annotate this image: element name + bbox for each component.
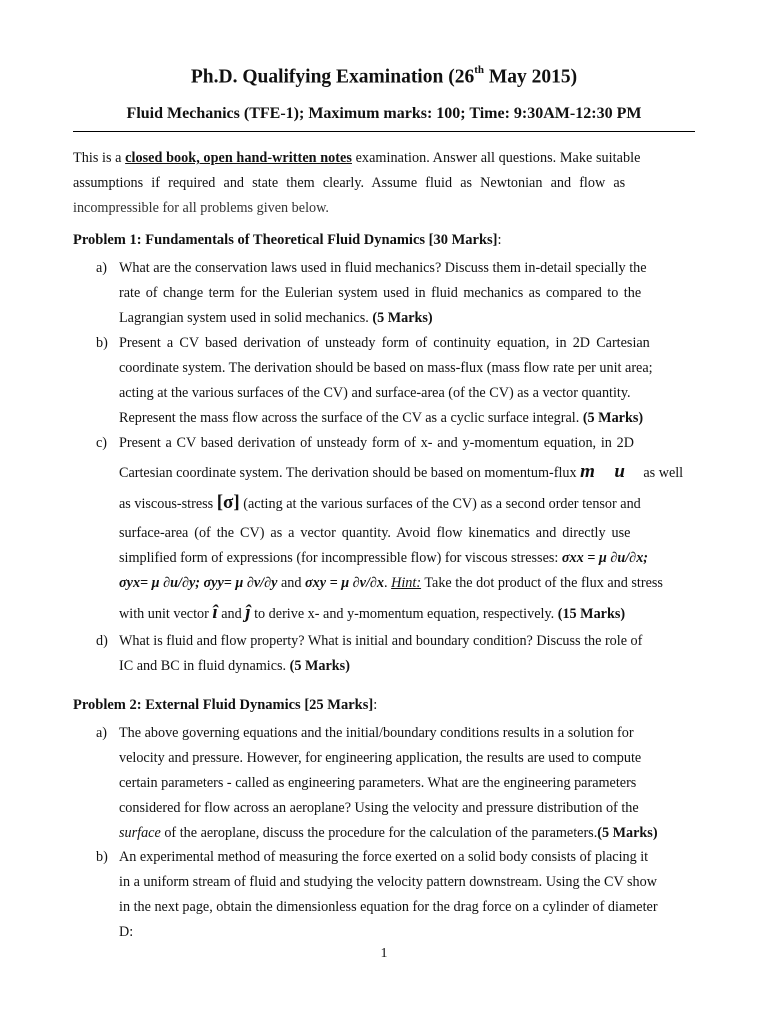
problem-2-heading <box>73 697 377 714</box>
unit-vector-j: ĵ <box>245 602 251 623</box>
item-text: acting at the various surfaces of the CV) and surface-area (of the CV) as a vector quantity. <box>119 385 631 401</box>
unit-vector-i: î <box>212 602 218 623</box>
heading-colon: : <box>497 232 502 248</box>
equation: σyx= μ ∂u/∂y; σyy= μ ∂v/∂y <box>119 575 278 591</box>
item-text-italic: surface <box>119 825 161 841</box>
item-label: b) <box>96 849 108 865</box>
heading-colon: : <box>373 697 378 713</box>
item-text: What is fluid and flow property? What is initial and boundary condition? Discuss the role of <box>119 633 643 649</box>
item-text: Cartesian coordinate system. The derivation should be based on momentum-flux <box>119 465 581 481</box>
item-text: and <box>277 575 305 591</box>
momentum-flux-symbol: m⃗ u⃗ <box>580 461 640 482</box>
stress-tensor-symbol: [σ] <box>216 492 240 513</box>
problem-1-title: Problem 1: Fundamentals of Theoretical Fluid Dynamics [30 Marks] <box>73 232 498 248</box>
item-text: of the aeroplane, discuss the procedure for the calculation of the parameters. <box>160 825 598 841</box>
item-text: What are the conservation laws used in fluid mechanics? Discuss them in-detail specially the <box>119 260 647 276</box>
item-text: certain parameters - called as engineering parameters. What are the engineering parameters <box>119 775 637 791</box>
problem-2-title: Problem 2: External Fluid Dynamics [25 Marks] <box>73 697 374 713</box>
item-text: surface-area (of the CV) as a vector quantity. Avoid flow kinematics and directly use <box>119 525 631 541</box>
equation: σxx = μ ∂u/∂x; <box>561 550 649 566</box>
header-divider <box>73 131 695 132</box>
exam-subtitle: Fluid Mechanics (TFE-1); Maximum marks: 100; Time: 9:30AM-12:30 PM <box>126 105 642 122</box>
page-number: 1 <box>380 946 388 961</box>
instr-emphasis: closed book, open hand-written notes <box>125 150 352 166</box>
item-text: in a uniform stream of fluid and studying the velocity pattern downstream. Using the CV show <box>119 874 657 890</box>
instructions <box>73 146 695 221</box>
item-text: as well <box>639 465 684 481</box>
instr-text: examination. Answer all questions. Make suitable <box>351 150 641 166</box>
item-text: coordinate system. The derivation should be based on mass-flux (mass flow rate per unit area; <box>119 360 653 376</box>
item-text: Present a CV based derivation of unsteady form of continuity equation, in 2D Cartesian <box>119 335 650 351</box>
item-label: d) <box>96 633 108 649</box>
instr-text: incompressible for all problems given below. <box>73 200 329 216</box>
item-text: with unit vector <box>119 606 213 622</box>
item-text: . <box>384 575 392 591</box>
item-label: b) <box>96 335 108 351</box>
item-text: An experimental method of measuring the force exerted on a solid body consists of placing it <box>119 849 649 865</box>
equation: σxy = μ ∂v/∂x <box>305 575 385 591</box>
item-text: considered for flow across an aeroplane? Using the velocity and pressure distribution of the <box>119 800 639 816</box>
item-text: simplified form of expressions (for incompressible flow) for viscous stresses: <box>119 550 562 566</box>
instr-text: assumptions if required and state them clearly. Assume fluid as Newtonian and flow as <box>73 175 626 191</box>
title-text: Ph.D. Qualifying Examination (26 <box>190 66 475 88</box>
item-text: to derive x- and y-momentum equation, respectively. <box>250 606 558 622</box>
item-text: IC and BC in fluid dynamics. <box>119 658 290 674</box>
item-label: c) <box>96 435 108 451</box>
marks: (5 Marks) <box>582 410 644 426</box>
item-text: Lagrangian system used in solid mechanics. <box>119 310 373 326</box>
item-label: a) <box>96 725 108 741</box>
item-text: Present a CV based derivation of unsteady form of x- and y-momentum equation, in 2D <box>119 435 634 451</box>
item-text: (acting at the various surfaces of the CV) as a second order tensor and <box>239 496 641 512</box>
instr-text: This is a <box>73 150 126 166</box>
item-label: a) <box>96 260 108 276</box>
title-date: May 2015) <box>483 66 578 88</box>
marks: (5 Marks) <box>289 658 350 674</box>
item-text: velocity and pressure. However, for engineering application, the results are used to compute <box>119 750 642 766</box>
item-text: Take the dot product of the flux and stress <box>421 575 663 591</box>
item-text: as viscous-stress <box>119 496 217 512</box>
hint-label: Hint: <box>391 575 422 591</box>
marks: (15 Marks) <box>557 606 626 622</box>
title-superscript: th <box>474 64 484 76</box>
problem-1-heading <box>73 232 502 249</box>
item-text: The above governing equations and the initial/boundary conditions results in a solution for <box>119 725 634 741</box>
item-text: and <box>217 606 246 622</box>
item-text: rate of change term for the Eulerian system used in fluid mechanics as compared to the <box>119 285 642 301</box>
item-text: Represent the mass flow across the surface of the CV as a cyclic surface integral. <box>119 410 583 426</box>
marks: (5 Marks) <box>372 310 433 326</box>
item-text: D: <box>119 924 134 940</box>
exam-title <box>0 66 768 89</box>
item-text: in the next page, obtain the dimensionless equation for the drag force on a cylinder of diameter <box>119 899 658 915</box>
marks: (5 Marks) <box>597 825 658 841</box>
